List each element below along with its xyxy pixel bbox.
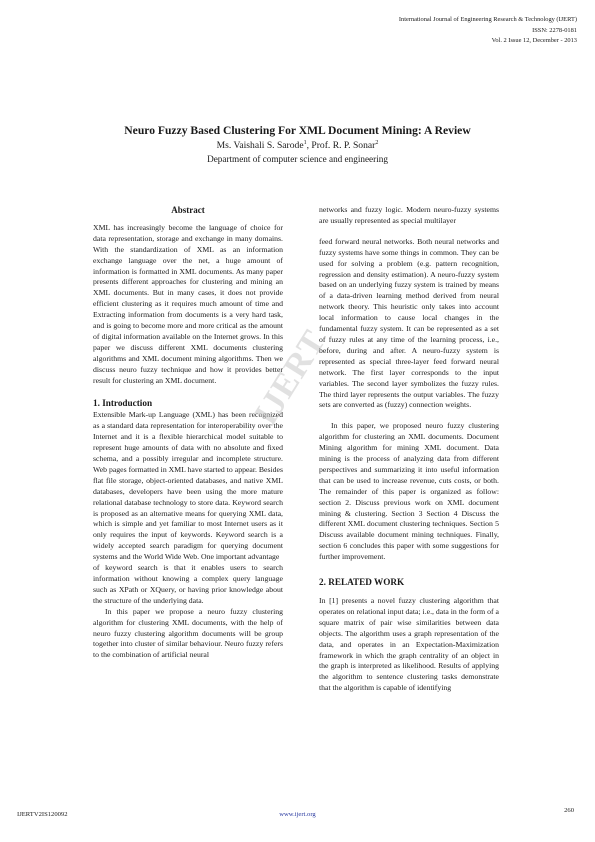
website-link[interactable]: www.ijert.org: [279, 811, 316, 818]
author-1: Ms. Vaishali S. Sarode: [216, 140, 304, 151]
introduction-paragraph-2: of keyword search is that it enables users to search information without knowing a complex query language such as XPath or XQuery, or having prior knowledge about the structure of the underlying data.: [93, 563, 283, 605]
author-1-affiliation: 1: [303, 139, 307, 146]
related-work-paragraph-1: In [1] presents a novel fuzzy clustering algorithm that operates on relational input data; i.e., data in the form of a square matrix of pair wise similarities between data objects. The algorithm uses a graph representation of the data, and operates in an Expectation-Maximization framework in which the graph centrality of an object in the graph is interpreted as likelihood. Results of applying the algorithm to sentence clustering tasks demonstrate that the algorithm is capable of identifying: [319, 596, 499, 693]
volume-issue: Vol. 2 Issue 12, December - 2013: [491, 37, 577, 44]
department: Department of computer science and engineering: [207, 154, 388, 164]
right-paragraph-1: networks and fuzzy logic. Modern neuro-fuzzy systems are usually represented as special multilayer: [319, 205, 499, 225]
right-paragraph-3: In this paper, we proposed neuro fuzzy clustering algorithm for clustering an XML documents. Document Mining algorithm for mining XML document. Data mining is the process of analyzing data from different perspectives and summarizing it into useful information that can be used to increase revenue, cuts costs, or both. The remainder of this paper is organized as follow: section 2. Discuss previous work on XML document mining & clustering. Section 3 Section 4 Discuss the different XML document clustering techniques. Section 5 Discuss available document mining techniques. Finally, section 6 concludes this paper with some suggestions for further improvement.: [319, 421, 499, 562]
abstract-heading: Abstract: [171, 205, 205, 215]
introduction-heading: 1. Introduction: [93, 397, 153, 408]
author-2-affiliation: 2: [375, 139, 379, 146]
watermark: IJERT: [247, 323, 334, 432]
author-separator: ,: [306, 140, 312, 151]
paper-id: IJERTV2IS120092: [17, 811, 68, 818]
issn: ISSN: 2278-0181: [532, 26, 577, 34]
abstract-text: XML has increasingly become the language of choice for data representation, storage and exchange in many domains. With the standardization of XML as an information exchange language over the net, a huge amount of information is formatted in XML documents. As many paper presents different approaches for clustering and mining an XML documents. But in many cases, it does not provide efficient clustering as it requires much amount of time and Extracting information from documents is a very hard task, and is going to become more and more critical as the amount of digital information available on the Internet grows. In this paper we discuss different XML documents clustering algorithms and XML document mining algorithms. Then we discuss neuro fuzzy technique and how it provides better result for clustering an XML document.: [93, 222, 283, 385]
right-paragraph-2: feed forward neural networks. Both neural networks and fuzzy systems have some things in common. They can be used for solving a problem (e.g. pattern recognition, regression and density estimation). A neuro-fuzzy system based on an underlying fuzzy system is trained by means of a data-driven learning method derived from neural network theory. This heuristic only takes into account local information to cause local changes in the fundamental fuzzy system. It can be represented as a set of fuzzy rules at any time of the learning process, i.e., before, during and after. A neuro-fuzzy system is represented as special three-layer feed forward neural network. The first layer corresponds to the input variables. The second layer symbolizes the fuzzy rules. The third layer represents the output variables. The fuzzy sets are converted as (fuzzy) connection weights.: [319, 236, 499, 410]
journal-name: International Journal of Engineering Research & Technology (IJERT): [398, 16, 577, 23]
page-number: 260: [564, 807, 574, 814]
journal-header: [399, 15, 577, 47]
authors-line: [0, 140, 595, 151]
introduction-paragraph-3: In this paper we propose a neuro fuzzy clustering algorithm for clustering XML documents, with the help of neuro fuzzy clustering algorithm documents will be group together into cluster of similar behaviour. Neuro fuzzy refers to the combination of artificial neural: [93, 606, 283, 660]
introduction-paragraph-1: Extensible Mark-up Language (XML) has been recognized as a standard data representation for interoperability over the Internet and it is a flexible hierarchical model suitable to represent huge amounts of data with no absolute and fixed schema, and a possibly irregular and incomplete structure. Web pages formatted in XML have started to appear. Besides flat file storage, object-oriented databases, and native XML databases, developers have been using the more mature relational database technology to store data. Keyword search is proposed as an alternative means for querying XML data, which is simple and yet familiar to most Internet users as it only requires the input of keywords. Keyword search is a widely accepted search paradigm for querying document systems and the World Wide Web. One important advantage: [93, 410, 283, 562]
left-column: [93, 205, 283, 661]
right-column: [319, 205, 499, 694]
related-work-heading: 2. RELATED WORK: [319, 577, 405, 588]
paper-title: Neuro Fuzzy Based Clustering For XML Document Mining: A Review: [124, 124, 471, 137]
author-2: Prof. R. P. Sonar: [311, 140, 376, 151]
